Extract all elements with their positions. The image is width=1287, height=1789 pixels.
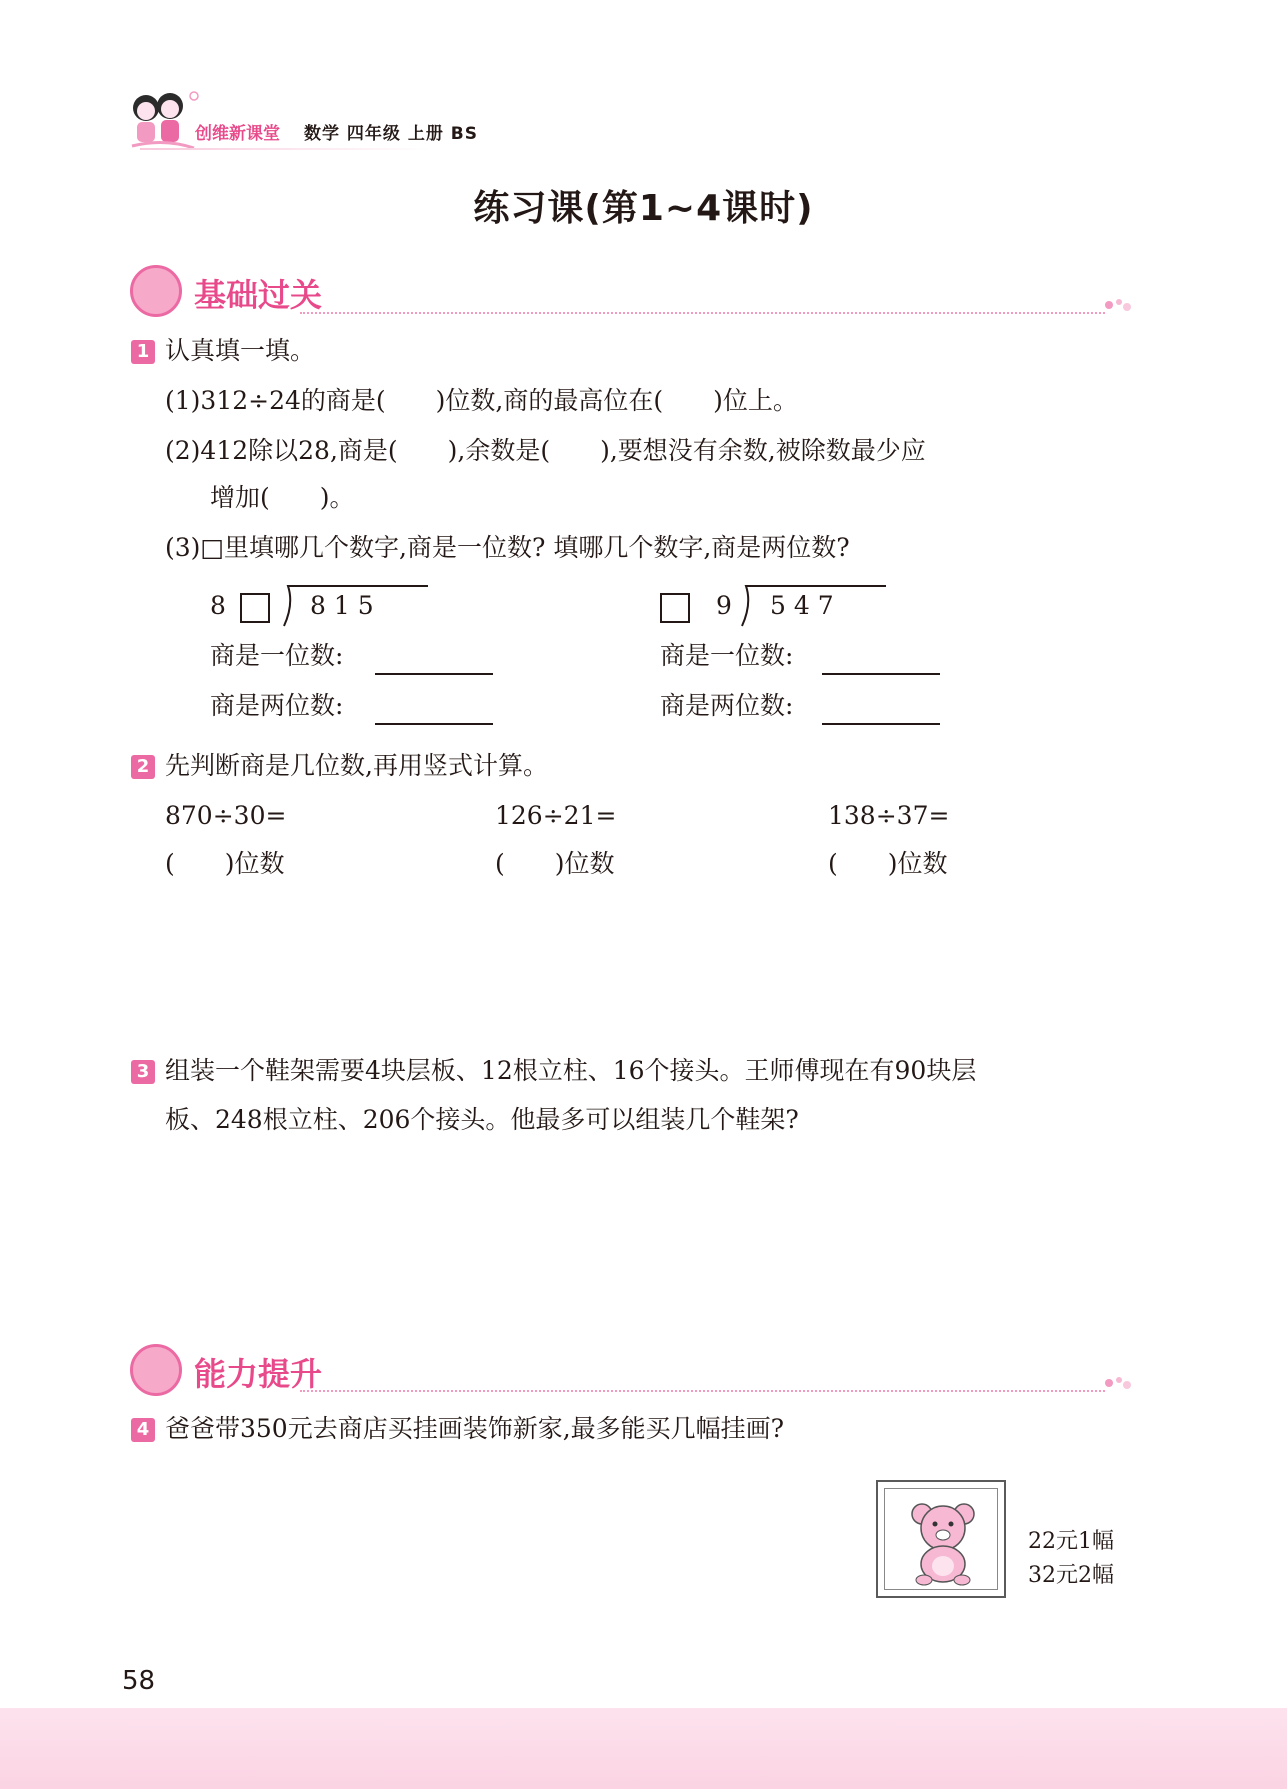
answer-blank[interactable]: [822, 723, 940, 725]
dots-icon: [1103, 298, 1133, 312]
section-badge-icon: [130, 1344, 182, 1396]
q2-answer: ( )位数: [828, 849, 948, 878]
question-number: 1: [131, 340, 155, 364]
header-divider: [140, 148, 430, 150]
section-badge-icon: [130, 265, 182, 317]
divisor-left: [210, 590, 270, 623]
q1-part1: (1)312÷24的商是( )位数,商的最高位在( )位上。: [165, 386, 798, 415]
price-pair: 32元2幅: [1028, 1563, 1114, 1588]
price-single: 22元1幅: [1028, 1529, 1114, 1554]
page-number: 58: [122, 1666, 156, 1696]
answer-blank[interactable]: [375, 723, 493, 725]
left-two-digit-label: 商是两位数:: [210, 691, 344, 720]
divisor-right: [660, 590, 732, 623]
book-info: 数学 四年级 上册 BS: [304, 124, 478, 144]
digit-blank-box[interactable]: [240, 593, 270, 623]
section-rule: [300, 1390, 1105, 1392]
teddy-bear-icon: [896, 1494, 990, 1588]
question-number: 4: [131, 1418, 155, 1442]
question-number: 2: [131, 755, 155, 779]
series-name: 创维新课堂: [195, 124, 280, 144]
q2-expr: 870÷30=: [165, 801, 287, 830]
q2-prompt: 先判断商是几位数,再用竖式计算。: [165, 751, 548, 780]
answer-blank[interactable]: [375, 673, 493, 675]
right-two-digit-label: 商是两位数:: [660, 691, 794, 720]
q3-line1: 组装一个鞋架需要4块层板、12根立柱、16个接头。王师傅现在有90块层: [165, 1056, 977, 1085]
question-number: 3: [131, 1060, 155, 1084]
section-rule: [300, 312, 1105, 314]
left-one-digit-label: 商是一位数:: [210, 641, 344, 670]
page-title: 练习课(第1~4课时): [473, 188, 814, 229]
q1-part2-line2: 增加( )。: [210, 483, 355, 512]
q1-part2-line1: (2)412除以28,商是( ),余数是( ),要想没有余数,被除数最少应: [165, 436, 926, 465]
q1-part3: (3)□里填哪几个数字,商是一位数? 填哪几个数字,商是两位数?: [165, 533, 850, 562]
dividend-right: 5 4 7: [770, 591, 834, 620]
footer-band: [0, 1708, 1287, 1789]
q2-answer: ( )位数: [165, 849, 285, 878]
dividend-left: 8 1 5: [310, 591, 374, 620]
divisor-digit: 8: [210, 591, 226, 620]
right-one-digit-label: 商是一位数:: [660, 641, 794, 670]
q2-expr: 138÷37=: [828, 801, 950, 830]
answer-blank[interactable]: [822, 673, 940, 675]
q2-expr: 126÷21=: [495, 801, 617, 830]
section-title-basic: 基础过关: [194, 276, 323, 314]
dots-icon: [1103, 1376, 1133, 1390]
q2-answer: ( )位数: [495, 849, 615, 878]
divisor-digit: 9: [715, 591, 732, 620]
digit-blank-box[interactable]: [660, 593, 690, 623]
q4-prompt: 爸爸带350元去商店买挂画装饰新家,最多能买几幅挂画?: [165, 1414, 785, 1443]
painting-frame: [876, 1480, 1006, 1598]
q3-line2: 板、248根立柱、206个接头。他最多可以组装几个鞋架?: [165, 1105, 799, 1134]
q1-prompt: 认真填一填。: [165, 336, 316, 365]
section-title-advanced: 能力提升: [194, 1355, 323, 1393]
